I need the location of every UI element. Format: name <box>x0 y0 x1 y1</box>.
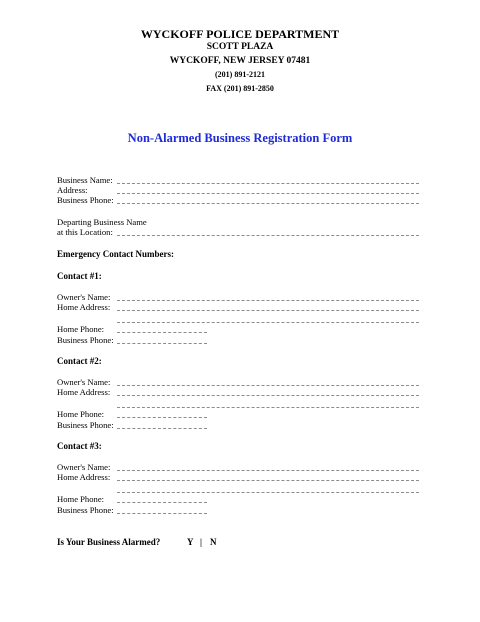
contact-2-home-phone-label: Home Phone: <box>57 409 105 419</box>
contact-2-business-phone-field[interactable] <box>117 428 207 429</box>
departing-business-label-line1: Departing Business Name <box>57 217 147 227</box>
contact-3-business-phone-field[interactable] <box>117 513 207 514</box>
alarm-question: Is Your Business Alarmed? <box>57 537 161 547</box>
contact-1-owner-label: Owner's Name: <box>57 292 111 302</box>
contact-1-home-phone-label: Home Phone: <box>57 324 105 334</box>
departing-business-label-line2: at this Location: <box>57 227 113 237</box>
business-address-field[interactable] <box>117 193 419 194</box>
contact-2-owner-label: Owner's Name: <box>57 377 111 387</box>
department-name: WYCKOFF POLICE DEPARTMENT <box>140 27 340 41</box>
department-plaza: SCOTT PLAZA <box>206 42 274 52</box>
contact-3-business-phone-label: Business Phone: <box>57 505 114 515</box>
contact-1-home-address-field[interactable] <box>117 310 419 311</box>
business-phone-field[interactable] <box>117 203 419 204</box>
contact-2-owner-field[interactable] <box>117 385 419 386</box>
alarm-yes-option[interactable]: Y <box>187 537 194 547</box>
business-name-label: Business Name: <box>57 175 113 185</box>
contact-1-heading: Contact #1: <box>57 271 102 281</box>
emergency-contacts-heading: Emergency Contact Numbers: <box>57 249 174 259</box>
contact-3-home-phone-field[interactable] <box>117 502 207 503</box>
contact-2-home-address-label: Home Address: <box>57 387 111 397</box>
departing-business-field[interactable] <box>117 235 419 236</box>
contact-1-home-address-field-line2[interactable] <box>117 322 419 323</box>
department-fax: FAX (201) 891-2850 <box>206 84 274 93</box>
contact-3-owner-label: Owner's Name: <box>57 462 111 472</box>
contact-2-heading: Contact #2: <box>57 356 102 366</box>
contact-3-home-address-field-line2[interactable] <box>117 492 419 493</box>
contact-2-home-address-field-line2[interactable] <box>117 407 419 408</box>
department-city: WYCKOFF, NEW JERSEY 07481 <box>169 56 311 66</box>
alarm-option-separator: | <box>200 537 202 547</box>
business-name-field[interactable] <box>117 183 419 184</box>
contact-3-home-phone-label: Home Phone: <box>57 494 105 504</box>
contact-1-owner-field[interactable] <box>117 300 419 301</box>
form-title: Non-Alarmed Business Registration Form <box>127 131 353 145</box>
contact-1-business-phone-label: Business Phone: <box>57 335 114 345</box>
alarm-no-option[interactable]: N <box>210 537 217 547</box>
contact-2-home-address-field[interactable] <box>117 395 419 396</box>
contact-1-home-address-label: Home Address: <box>57 302 111 312</box>
department-phone: (201) 891-2121 <box>215 70 265 79</box>
contact-3-home-address-field[interactable] <box>117 480 419 481</box>
contact-1-business-phone-field[interactable] <box>117 343 207 344</box>
contact-2-home-phone-field[interactable] <box>117 417 207 418</box>
contact-2-business-phone-label: Business Phone: <box>57 420 114 430</box>
contact-3-owner-field[interactable] <box>117 470 419 471</box>
business-phone-label: Business Phone: <box>57 195 114 205</box>
contact-1-home-phone-field[interactable] <box>117 332 207 333</box>
contact-3-heading: Contact #3: <box>57 441 102 451</box>
contact-3-home-address-label: Home Address: <box>57 472 111 482</box>
business-address-label: Address: <box>57 185 88 195</box>
